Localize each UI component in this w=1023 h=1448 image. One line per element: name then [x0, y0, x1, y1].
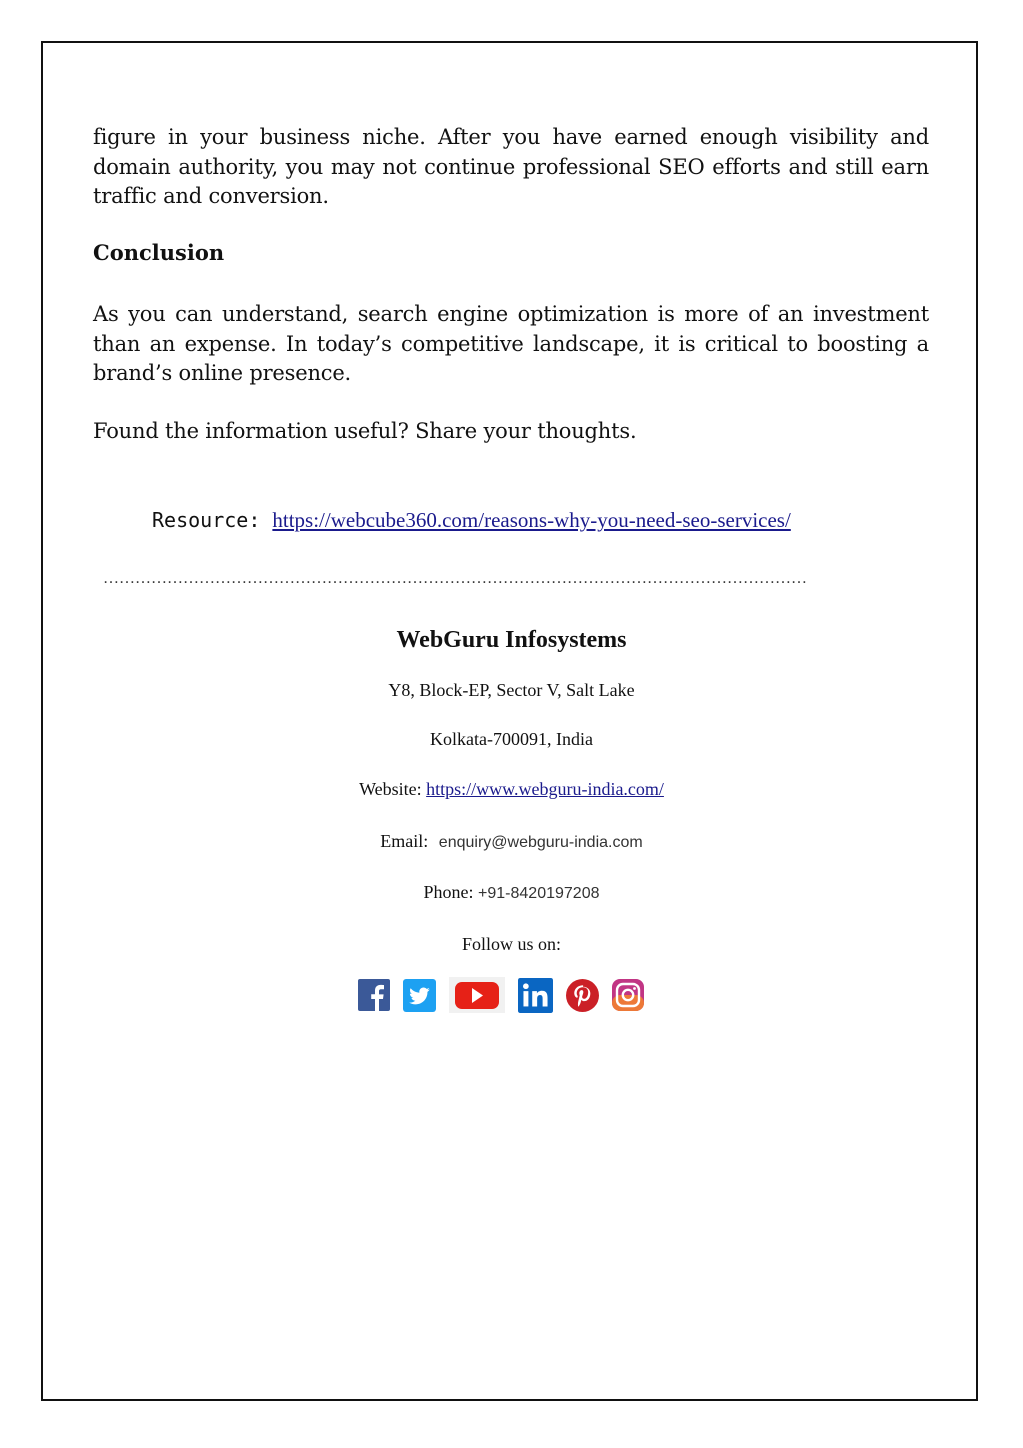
website-line: [0, 779, 1023, 800]
email-label: Email:: [380, 831, 429, 851]
address-line-1: Y8, Block-EP, Sector V, Salt Lake: [388, 680, 635, 700]
phone-label: Phone:: [423, 882, 474, 902]
website-link[interactable]: https://www.webguru-india.com/: [426, 779, 664, 799]
closing-line: Found the information useful? Share your thoughts.: [93, 419, 637, 443]
pinterest-icon[interactable]: [566, 979, 599, 1012]
resource-line: [152, 508, 791, 533]
phone-line: [0, 882, 1023, 903]
social-icons: [358, 977, 657, 1013]
email-line: [0, 831, 1023, 852]
dotted-divider: ……………………………………………………………………………………………………………………: [103, 570, 807, 587]
conclusion-heading: Conclusion: [93, 240, 225, 265]
company-name: WebGuru Infosystems: [396, 627, 627, 653]
address-line-2: Kolkata-700091, India: [430, 729, 593, 749]
facebook-icon[interactable]: [358, 979, 390, 1011]
twitter-icon[interactable]: [403, 979, 436, 1012]
follow-label: Follow us on:: [461, 934, 562, 954]
resource-label: Resource:: [152, 508, 261, 532]
intro-paragraph: figure in your business niche. After you have earned enough visibility and domain authority, you may not continue professional SEO efforts and still earn traffic and conversion.: [93, 125, 929, 208]
website-label: Website:: [359, 779, 422, 799]
resource-link[interactable]: https://webcube360.com/reasons-why-you-need-seo-services/: [272, 508, 791, 532]
youtube-icon[interactable]: [449, 977, 505, 1013]
email-value[interactable]: enquiry@webguru-india.com: [438, 834, 643, 851]
conclusion-paragraph: As you can understand, search engine optimization is more of an investment than an expense. In today’s competitive landscape, it is critical to boosting a brand’s online presence.: [93, 302, 929, 385]
phone-value: +91-8420197208: [478, 885, 600, 902]
instagram-icon[interactable]: [612, 979, 644, 1011]
linkedin-icon[interactable]: [518, 978, 553, 1013]
